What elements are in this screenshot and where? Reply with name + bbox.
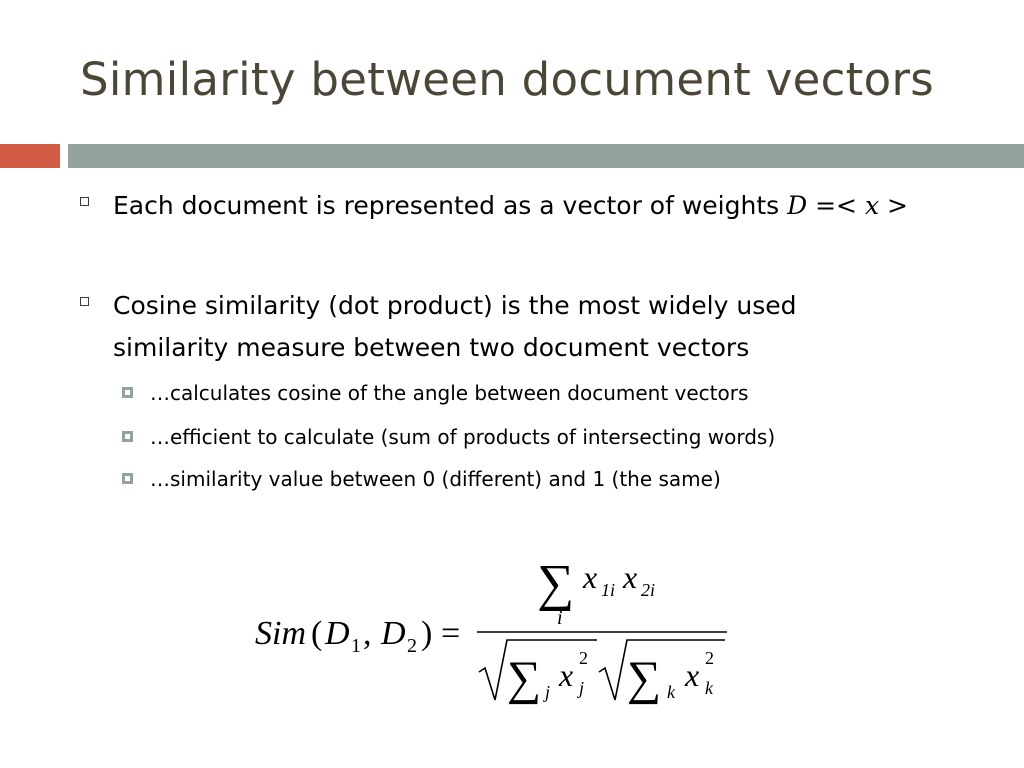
bullet-2-text [113, 285, 796, 369]
bullet-2-line-2: similarity measure between two document vectors [113, 333, 750, 362]
formula-lhs-sub-1: 1 [351, 635, 361, 657]
formula-den-x-1: x [559, 657, 574, 693]
formula-den-index-k: k [667, 682, 675, 702]
sub-bullet-2 [122, 424, 775, 450]
sub-bullet-3 [122, 466, 721, 492]
slide-title: Similarity between document vectors [80, 53, 934, 106]
formula-den-sub-j: j [579, 678, 585, 698]
formula-lhs-sub-2: 2 [407, 635, 417, 657]
bullet-box-icon [80, 297, 89, 306]
formula-den-sup-1: 2 [579, 648, 588, 668]
formula-lhs-var-2: D [381, 615, 406, 652]
formula-den-sum-1-icon: ∑ [507, 652, 542, 705]
sub-bullet-3-text: …similarity value between 0 (different) and 1 (the same) [150, 467, 721, 491]
formula-den-sup-2: 2 [705, 648, 714, 668]
bullet-2-line-1: Cosine similarity (dot product) is the most widely used [113, 291, 797, 320]
sub-bullet-square-icon [122, 387, 133, 398]
formula-lhs-close-paren: ) [421, 615, 433, 652]
formula-num-x1: x [583, 559, 598, 595]
formula-num-sum-icon: ∑ [537, 555, 575, 612]
bullet-box-icon [80, 197, 89, 206]
formula-num-sub-2i: 2i [641, 580, 656, 600]
bullet-1-math-close: > [879, 191, 908, 220]
formula-lhs-name: Sim [255, 615, 306, 652]
bullet-1-math-var: D [787, 191, 808, 220]
formula-lhs-var-1: D [325, 615, 350, 652]
formula-num-sub-1i: 1i [601, 580, 616, 600]
cosine-similarity-formula [245, 548, 765, 718]
sub-bullet-square-icon [122, 473, 133, 484]
title-rule-bar [68, 144, 1024, 168]
bullet-2 [80, 285, 796, 369]
bullet-1 [80, 185, 908, 227]
formula-den-sum-2-icon: ∑ [627, 652, 662, 705]
formula-den-sub-k: k [705, 678, 713, 698]
bullet-1-text: Each document is represented as a vector of weights [113, 191, 780, 220]
bullet-1-text-line [113, 185, 908, 227]
formula-lhs-comma: , [363, 615, 372, 652]
formula-num-x2: x [623, 559, 638, 595]
bullet-1-math-inner: x [864, 191, 880, 220]
formula-den-index-j: j [545, 682, 551, 702]
formula-equals: = [441, 615, 461, 652]
formula-lhs-open-paren: ( [311, 615, 323, 652]
formula-den-x-2: x [685, 657, 700, 693]
formula-num-sum-index: i [557, 607, 563, 629]
sub-bullet-1-text: …calculates cosine of the angle between document vectors [150, 381, 749, 405]
sub-bullet-2-text: …efficient to calculate (sum of products of intersecting words) [150, 425, 776, 449]
bullet-1-math-op: =< [807, 191, 865, 220]
sub-bullet-1 [122, 380, 748, 406]
sub-bullet-square-icon [122, 431, 133, 442]
title-accent-bar [0, 144, 60, 168]
